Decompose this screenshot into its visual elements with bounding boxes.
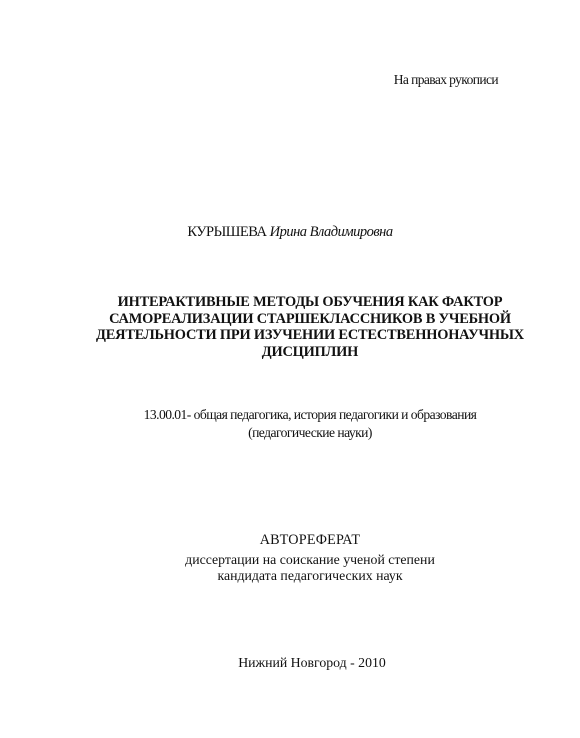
title-line: ДИСЦИПЛИН — [261, 343, 359, 360]
title-line: САМОРЕАЛИЗАЦИИ СТАРШЕКЛАССНИКОВ В УЧЕБНОЙ — [109, 310, 511, 327]
specialty-line: 13.00.01- общая педагогика, история педагогики и образования — [143, 407, 477, 422]
document-description — [0, 552, 580, 584]
place-and-year: Нижний Новгород - 2010 — [238, 655, 386, 670]
author-given-names: Ирина Владимировна — [269, 224, 393, 240]
description-line: диссертации на соискание ученой степени — [185, 552, 435, 567]
dissertation-title — [0, 294, 580, 360]
specialty-line: (педагогические науки) — [248, 425, 372, 440]
specialty-code — [0, 406, 580, 442]
title-line: ИНТЕРАКТИВНЫЕ МЕТОДЫ ОБУЧЕНИЯ КАК ФАКТОР — [117, 294, 503, 310]
description-line: кандидата педагогических наук — [217, 568, 403, 583]
author-surname: КУРЫШЕВА — [187, 224, 267, 240]
title-line: ДЕЯТЕЛЬНОСТИ ПРИ ИЗУЧЕНИИ ЕСТЕСТВЕННОНАУЧНЫХ — [96, 327, 524, 343]
manuscript-rights-note: На правах рукописи — [393, 72, 498, 87]
author-name — [0, 224, 580, 241]
document-type: АВТОРЕФЕРАТ — [259, 532, 361, 548]
